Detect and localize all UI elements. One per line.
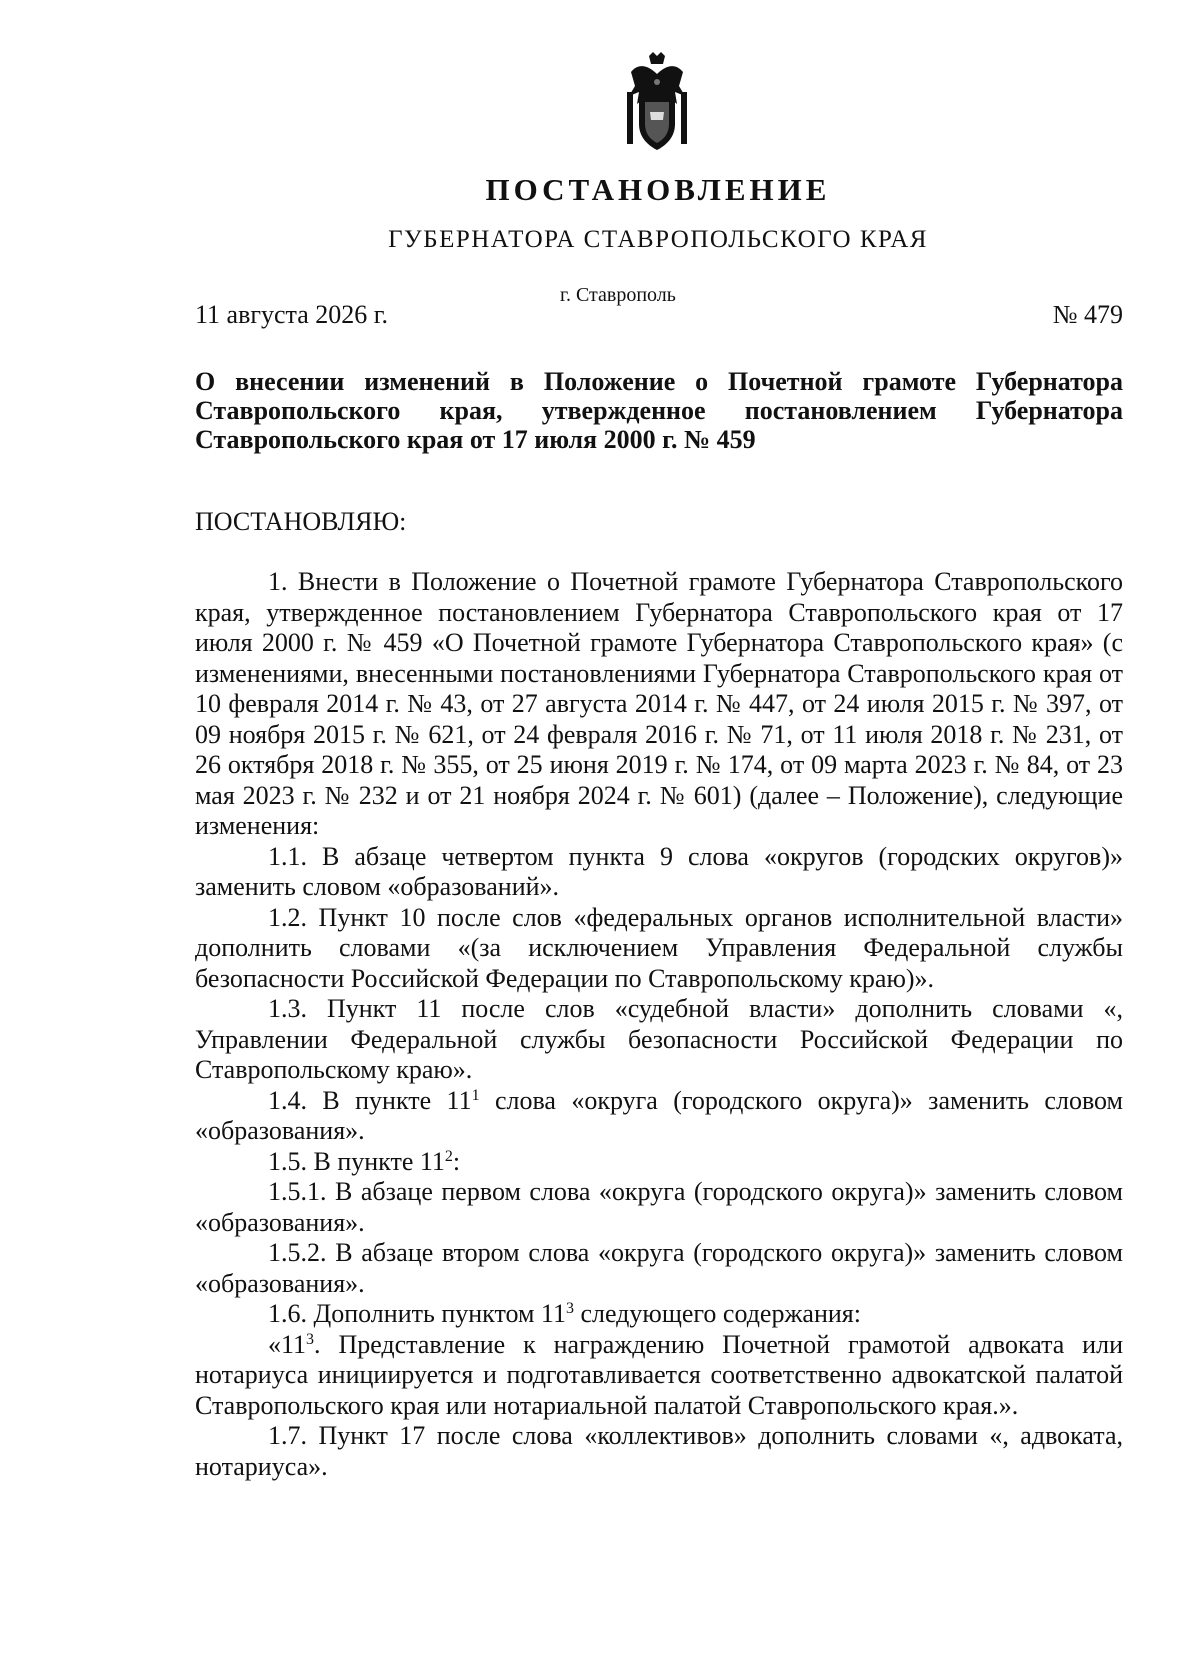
paragraph-1-4: 1.4. В пункте $11^1$ слова «округа (городского округа)» заменить словом «образования». — [195, 1085, 1123, 1145]
paragraph-1-7: 1.7. Пункт 17 после слова «коллективов» дополнить словами «, адвоката, нотариуса». — [195, 1421, 1123, 1481]
document-number: № 479 — [1052, 300, 1123, 329]
paragraph-1-5-1: 1.5.1. В абзаце первом слова «округа (городского округа)» заменить словом «образования». — [195, 1177, 1123, 1237]
paragraph-1-6: 1.6. Дополнить пунктом $11^3$ следующего содержания: — [268, 1299, 861, 1328]
document-subtitle: ГУБЕРНАТОРА СТАВРОПОЛЬСКОГО КРАЯ — [388, 226, 928, 253]
paragraph-1-5-2: 1.5.2. В абзаце втором слова «округа (городского округа)» заменить словом «образования». — [195, 1238, 1123, 1298]
document-body — [195, 567, 1123, 1482]
document-heading: О внесении изменений в Положение о Почетной грамоте Губернатора Ставропольского края, утвержденное постановлением Губернатора Ставропольского края от 17 июля 2000 г. № 459 — [195, 367, 1123, 454]
paragraph-1-3: 1.3. Пункт 11 после слов «судебной власти» дополнить словами «, Управлении Федеральной службы безопасности Российской Федерации по Ставропольскому краю». — [195, 994, 1123, 1084]
document-date: 11 августа 2026 г. — [195, 300, 389, 329]
paragraph-1-6-quote: «$11^3$. Представление к награждению Почетной грамотой адвоката или нотариуса инициируется и подготавливается соответственно адвокатской палатой Ставропольского края или нотариальной палатой Ставропольского края.». — [195, 1329, 1123, 1420]
document-title: ПОСТАНОВЛЕНИЕ — [485, 172, 831, 207]
paragraph-1-1: 1.1. В абзаце четвертом пункта 9 слова «округов (городских округов)» заменить словом «образований». — [195, 841, 1123, 901]
document-city: г. Ставрополь — [560, 284, 676, 306]
coat-of-arms-icon — [623, 52, 691, 152]
paragraph-1: 1. Внести в Положение о Почетной грамоте Губернатора Ставропольского края, утвержденное постановлением Губернатора Ставропольского края от 17 июля 2000 г. № 459 «О Почетной грамоте Губернатора Ставропольского края» (с изменениями, внесенными постановлениями Губернатора Ставропольского края от 10 февраля 2014 г. № 43, от 27 августа 2014 г. № 447, от 24 июля 2015 г. № 397, от 09 ноября 2015 г. № 621, от 24 февраля 2016 г. № 71, от 11 июля 2018 г. № 231, от 26 октября 2018 г. № 355, от 25 июня 2019 г. № 174, от 09 марта 2023 г. № 84, от 23 мая 2023 г. № 232 и от 21 ноября 2024 г. № 601) (далее – Положение), следующие изменения: — [195, 567, 1123, 840]
paragraph-1-2: 1.2. Пункт 10 после слов «федеральных органов исполнительной власти» дополнить словами «(за исключением Управления Федеральной службы безопасности Российской Федерации по Ставропольскому краю)». — [195, 902, 1123, 993]
decree-word: ПОСТАНОВЛЯЮ: — [195, 507, 407, 536]
paragraph-1-5: 1.5. В пункте $11^2$: — [268, 1146, 461, 1176]
